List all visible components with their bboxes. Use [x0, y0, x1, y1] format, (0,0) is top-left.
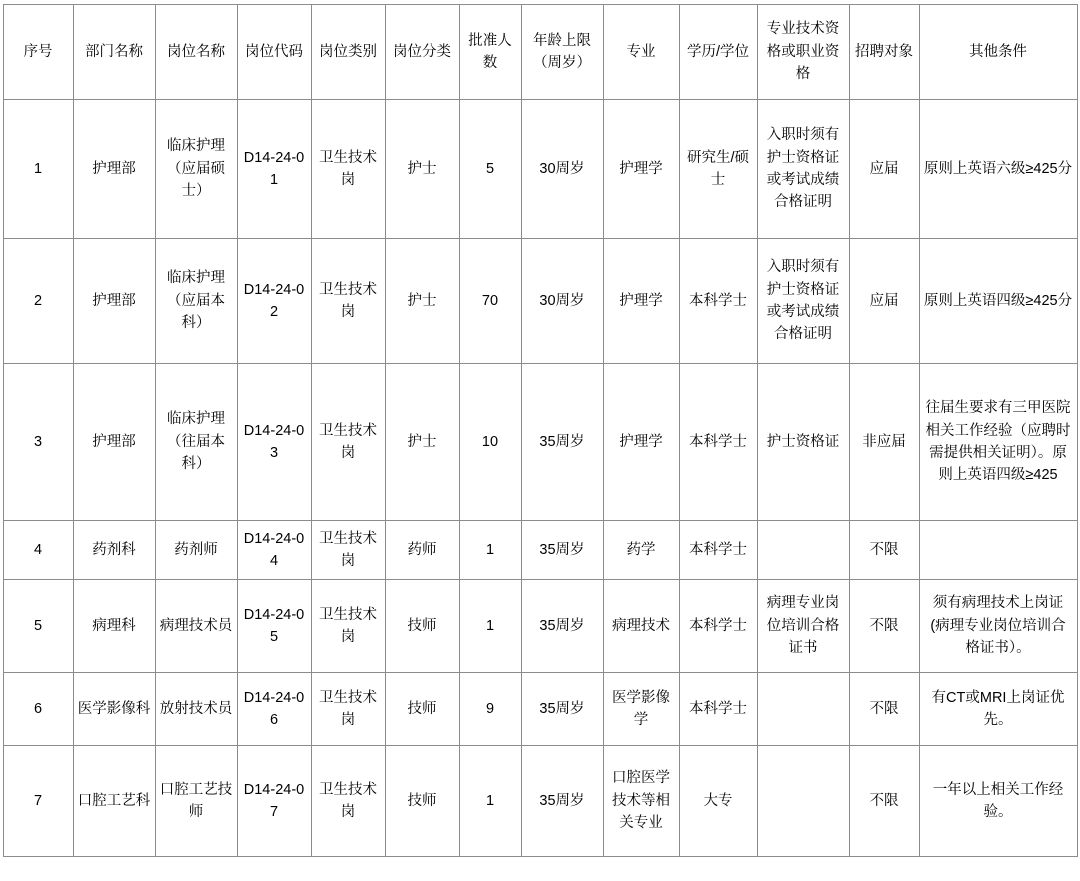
cell-degree: 本科学士 [679, 673, 757, 746]
cell-dept: 病理科 [73, 580, 155, 673]
cell-category: 卫生技术岗 [311, 521, 385, 580]
header-degree: 学历/学位 [679, 5, 757, 100]
cell-post: 口腔工艺技师 [155, 746, 237, 857]
cell-category: 卫生技术岗 [311, 746, 385, 857]
header-category: 岗位类别 [311, 5, 385, 100]
cell-post: 临床护理（应届本科） [155, 239, 237, 364]
cell-target: 不限 [849, 746, 919, 857]
cell-age: 35周岁 [521, 521, 603, 580]
cell-qualification [757, 746, 849, 857]
cell-count: 1 [459, 580, 521, 673]
cell-code: D14-24-05 [237, 580, 311, 673]
cell-no: 4 [3, 521, 73, 580]
cell-code: D14-24-04 [237, 521, 311, 580]
cell-degree: 本科学士 [679, 580, 757, 673]
header-no: 序号 [3, 5, 73, 100]
cell-no: 1 [3, 100, 73, 239]
cell-degree: 本科学士 [679, 364, 757, 521]
cell-qualification: 病理专业岗位培训合格证书 [757, 580, 849, 673]
cell-dept: 护理部 [73, 100, 155, 239]
cell-code: D14-24-06 [237, 673, 311, 746]
cell-other: 一年以上相关工作经验。 [919, 746, 1077, 857]
table-row [3, 521, 1077, 580]
cell-post: 药剂师 [155, 521, 237, 580]
cell-other [919, 521, 1077, 580]
header-count: 批准人数 [459, 5, 521, 100]
cell-other: 有CT或MRI上岗证优先。 [919, 673, 1077, 746]
cell-class: 技师 [385, 673, 459, 746]
cell-target: 不限 [849, 580, 919, 673]
cell-dept: 护理部 [73, 364, 155, 521]
cell-no: 6 [3, 673, 73, 746]
cell-major: 医学影像学 [603, 673, 679, 746]
header-class: 岗位分类 [385, 5, 459, 100]
cell-class: 技师 [385, 746, 459, 857]
cell-major: 护理学 [603, 239, 679, 364]
cell-target: 应届 [849, 100, 919, 239]
cell-dept: 药剂科 [73, 521, 155, 580]
table-row [3, 364, 1077, 521]
cell-qualification [757, 521, 849, 580]
recruitment-table [3, 4, 1078, 857]
cell-count: 1 [459, 521, 521, 580]
cell-qualification [757, 673, 849, 746]
cell-age: 35周岁 [521, 364, 603, 521]
cell-age: 35周岁 [521, 580, 603, 673]
table-row [3, 239, 1077, 364]
cell-target: 非应届 [849, 364, 919, 521]
cell-dept: 护理部 [73, 239, 155, 364]
cell-other: 原则上英语六级≥425分 [919, 100, 1077, 239]
cell-no: 7 [3, 746, 73, 857]
header-qualification: 专业技术资格或职业资格 [757, 5, 849, 100]
cell-target: 应届 [849, 239, 919, 364]
cell-degree: 大专 [679, 746, 757, 857]
header-target: 招聘对象 [849, 5, 919, 100]
cell-major: 药学 [603, 521, 679, 580]
cell-major: 护理学 [603, 100, 679, 239]
cell-no: 3 [3, 364, 73, 521]
cell-target: 不限 [849, 673, 919, 746]
cell-major: 口腔医学技术等相关专业 [603, 746, 679, 857]
cell-no: 2 [3, 239, 73, 364]
cell-code: D14-24-03 [237, 364, 311, 521]
header-dept: 部门名称 [73, 5, 155, 100]
cell-count: 1 [459, 746, 521, 857]
cell-age: 35周岁 [521, 746, 603, 857]
cell-dept: 口腔工艺科 [73, 746, 155, 857]
cell-class: 药师 [385, 521, 459, 580]
cell-code: D14-24-01 [237, 100, 311, 239]
cell-class: 护士 [385, 364, 459, 521]
cell-qualification: 入职时须有护士资格证或考试成绩合格证明 [757, 100, 849, 239]
cell-major: 护理学 [603, 364, 679, 521]
header-other: 其他条件 [919, 5, 1077, 100]
header-code: 岗位代码 [237, 5, 311, 100]
cell-no: 5 [3, 580, 73, 673]
cell-post: 放射技术员 [155, 673, 237, 746]
cell-code: D14-24-07 [237, 746, 311, 857]
cell-class: 技师 [385, 580, 459, 673]
cell-degree: 本科学士 [679, 521, 757, 580]
cell-post: 病理技术员 [155, 580, 237, 673]
header-major: 专业 [603, 5, 679, 100]
cell-age: 30周岁 [521, 239, 603, 364]
cell-dept: 医学影像科 [73, 673, 155, 746]
cell-category: 卫生技术岗 [311, 364, 385, 521]
header-post: 岗位名称 [155, 5, 237, 100]
cell-category: 卫生技术岗 [311, 100, 385, 239]
cell-count: 70 [459, 239, 521, 364]
cell-other: 往届生要求有三甲医院相关工作经验（应聘时需提供相关证明）。原则上英语四级≥425 [919, 364, 1077, 521]
cell-count: 5 [459, 100, 521, 239]
table-header-row [3, 5, 1077, 100]
cell-class: 护士 [385, 100, 459, 239]
cell-category: 卫生技术岗 [311, 239, 385, 364]
cell-age: 30周岁 [521, 100, 603, 239]
cell-age: 35周岁 [521, 673, 603, 746]
cell-qualification: 入职时须有护士资格证或考试成绩合格证明 [757, 239, 849, 364]
header-age: 年龄上限（周岁） [521, 5, 603, 100]
cell-post: 临床护理（应届硕士） [155, 100, 237, 239]
cell-other: 须有病理技术上岗证(病理专业岗位培训合格证书）。 [919, 580, 1077, 673]
table-row [3, 580, 1077, 673]
table-row [3, 746, 1077, 857]
cell-class: 护士 [385, 239, 459, 364]
cell-count: 9 [459, 673, 521, 746]
cell-code: D14-24-02 [237, 239, 311, 364]
cell-major: 病理技术 [603, 580, 679, 673]
cell-category: 卫生技术岗 [311, 580, 385, 673]
cell-qualification: 护士资格证 [757, 364, 849, 521]
cell-other: 原则上英语四级≥425分 [919, 239, 1077, 364]
cell-count: 10 [459, 364, 521, 521]
cell-post: 临床护理（往届本科） [155, 364, 237, 521]
cell-category: 卫生技术岗 [311, 673, 385, 746]
table-row [3, 100, 1077, 239]
cell-degree: 研究生/硕士 [679, 100, 757, 239]
table-row [3, 673, 1077, 746]
cell-target: 不限 [849, 521, 919, 580]
cell-degree: 本科学士 [679, 239, 757, 364]
